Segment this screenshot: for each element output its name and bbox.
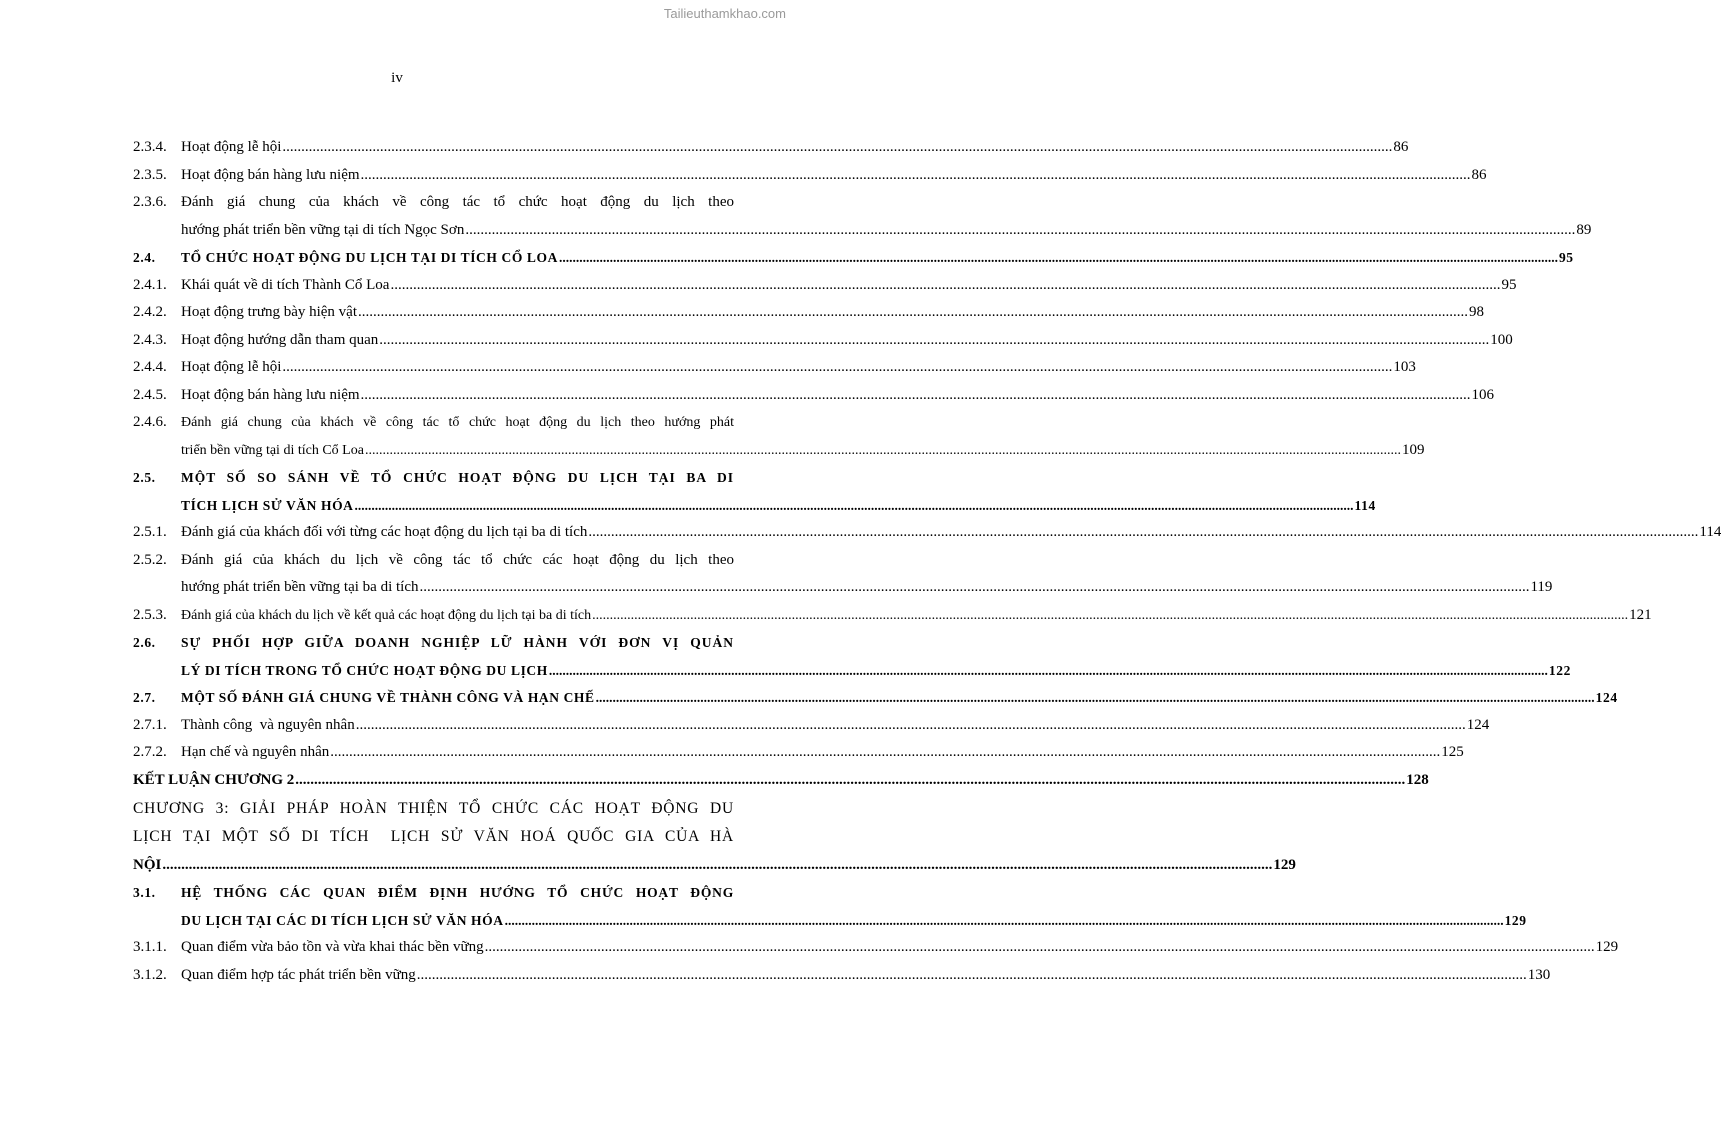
entry-page: 122 <box>1548 662 1571 678</box>
dot-leader <box>361 382 1471 410</box>
entry-number: 2.6. <box>133 635 156 650</box>
dot-leader <box>282 354 1392 382</box>
toc-entry-2-4-2 <box>133 299 1485 327</box>
toc-entry-2-4-3 <box>133 327 1513 355</box>
toc-entry-2-3-5 <box>133 162 1487 190</box>
entry-title-line-2: hướng phát triển bền vững tại di tích Ngọc Sơn <box>181 221 465 238</box>
dot-leader <box>295 767 1405 795</box>
entry-page: 103 <box>1393 359 1416 375</box>
dot-leader <box>355 492 1354 520</box>
entry-page: 95 <box>1501 276 1517 293</box>
toc-entry-2-3-4 <box>133 134 1409 162</box>
entry-number: 2.5.2. <box>133 551 167 568</box>
toc-entry-2-4-4 <box>133 354 1416 382</box>
page-number: iv <box>391 70 403 86</box>
toc-entry-2-3-6 <box>133 189 1592 244</box>
dot-leader <box>485 934 1595 962</box>
entry-number: 2.4.1. <box>133 276 167 293</box>
entry-page: 121 <box>1629 606 1652 623</box>
entry-number: 2.4. <box>133 250 156 265</box>
entry-number: 2.4.5. <box>133 386 167 403</box>
entry-page: 109 <box>1401 441 1425 458</box>
entry-number: 2.4.4. <box>133 359 167 375</box>
toc-entry-chapter-3 <box>133 795 1296 879</box>
dot-leader <box>592 602 1628 630</box>
entry-title: Quan điểm vừa bảo tồn và vừa khai thác bền vững <box>181 939 484 955</box>
entry-number: 2.7.1. <box>133 716 167 733</box>
entry-title-line-2: triển bền vững tại di tích Cổ Loa <box>181 442 364 458</box>
entry-page: 129 <box>1595 939 1619 955</box>
entry-number: 2.4.6. <box>133 414 167 430</box>
entry-title: Hoạt động hướng dẫn tham quan <box>181 331 379 348</box>
toc-entry-conclusion-chapter-2 <box>133 767 1429 795</box>
toc-entry-2-5-2 <box>133 547 1553 602</box>
entry-title-line-2: DU LỊCH TẠI CÁC DI TÍCH LỊCH SỬ VĂN HÓA <box>181 912 504 928</box>
entry-title: Khái quát về di tích Thành Cổ Loa <box>181 276 390 293</box>
dot-leader <box>549 657 1548 685</box>
entry-page: 106 <box>1471 386 1495 403</box>
entry-page: 95 <box>1558 250 1574 265</box>
toc-entry-2-4-1 <box>133 272 1517 300</box>
entry-title: Thành công và nguyên nhân <box>181 716 355 733</box>
entry-number: 2.4.2. <box>133 304 167 320</box>
entry-title-line-1: HỆ THỐNG CÁC QUAN ĐIỂM ĐỊNH HƯỚNG TỔ CHỨC HOẠT ĐỘNG <box>181 885 734 900</box>
entry-page: 129 <box>1273 857 1296 873</box>
toc-entry-2-5-3 <box>133 602 1652 630</box>
entry-number: 2.3.6. <box>133 194 167 210</box>
dot-leader <box>559 244 1558 272</box>
toc-entry-2-4-6 <box>133 409 1425 464</box>
entry-title: Hoạt động lễ hội <box>181 359 282 375</box>
entry-title-line-1: SỰ PHỐI HỢP GIỮA DOANH NGHIỆP LỮ HÀNH VỚI ĐƠN VỊ QUẢN <box>181 635 734 650</box>
entry-title: KẾT LUẬN CHƯƠNG 2 <box>133 771 295 788</box>
entry-page: 130 <box>1527 966 1551 983</box>
entry-title-line-2: LỊCH TẠI MỘT SỐ DI TÍCH LỊCH SỬ VĂN HOÁ QUỐC GIA CỦA HÀ <box>133 828 734 845</box>
entry-number: 2.5. <box>133 470 156 485</box>
entry-page: 114 <box>1699 524 1721 540</box>
entry-number: 2.7.2. <box>133 744 167 760</box>
toc-entry-2-4 <box>133 244 1574 272</box>
dot-leader <box>282 134 1392 162</box>
dot-leader <box>162 851 1272 879</box>
dot-leader <box>356 712 1466 740</box>
entry-page: 124 <box>1466 716 1490 733</box>
dot-leader <box>419 574 1529 602</box>
entry-number: 3.1.2. <box>133 966 167 983</box>
dot-leader <box>361 162 1471 190</box>
dot-leader <box>465 217 1575 245</box>
entry-title: Hoạt động trưng bày hiện vật <box>181 304 358 320</box>
entry-page: 114 <box>1354 497 1376 513</box>
dot-leader <box>379 327 1489 355</box>
entry-title: TỔ CHỨC HOẠT ĐỘNG DU LỊCH TẠI DI TÍCH CỔ LOA <box>181 250 558 265</box>
entry-title-line-1: Đánh giá chung của khách về công tác tổ chức hoạt động du lịch theo <box>181 194 734 210</box>
entry-title-line-2: TÍCH LỊCH SỬ VĂN HÓA <box>181 497 354 513</box>
toc-entry-2-7-1 <box>133 712 1490 740</box>
entry-number: 2.3.5. <box>133 166 167 183</box>
dot-leader <box>505 907 1504 935</box>
entry-page: 86 <box>1393 139 1409 155</box>
entry-page: 128 <box>1406 771 1429 788</box>
toc-entry-2-7-2 <box>133 739 1464 767</box>
dot-leader <box>390 272 1500 300</box>
entry-title: Quan điểm hợp tác phát triển bền vững <box>181 966 416 983</box>
dot-leader <box>417 962 1527 990</box>
toc-entry-2-5 <box>133 464 1376 519</box>
toc-entry-3-1-1 <box>133 934 1619 962</box>
entry-title-line-1: CHƯƠNG 3: GIẢI PHÁP HOÀN THIỆN TỔ CHỨC CÁC HOẠT ĐỘNG DU <box>133 800 734 817</box>
entry-page: 89 <box>1576 221 1592 238</box>
entry-title-line-2: LÝ DI TÍCH TRONG TỔ CHỨC HOẠT ĐỘNG DU LỊCH <box>181 662 548 678</box>
entry-title: Đánh giá của khách du lịch về kết quả các hoạt động du lịch tại ba di tích <box>181 607 592 623</box>
entry-title: Hoạt động bán hàng lưu niệm <box>181 166 360 183</box>
entry-page: 119 <box>1530 579 1553 595</box>
entry-title-line-3: NỘI <box>133 857 162 873</box>
watermark: Tailieuthamkhao.com <box>663 6 786 21</box>
dot-leader <box>588 519 1698 547</box>
dot-leader <box>330 739 1440 767</box>
entry-page: 98 <box>1469 304 1485 320</box>
entry-title: Hoạt động bán hàng lưu niệm <box>181 386 360 403</box>
entry-title: Hạn chế và nguyên nhân <box>181 744 330 760</box>
entry-title: Đánh giá của khách đối với từng các hoạt động du lịch tại ba di tích <box>181 524 588 540</box>
table-of-contents <box>133 134 1721 989</box>
toc-entry-3-1-2 <box>133 962 1551 990</box>
entry-title-line-2: hướng phát triển bền vững tại ba di tích <box>181 579 419 595</box>
toc-entry-3-1 <box>133 879 1527 934</box>
entry-page: 124 <box>1595 690 1618 705</box>
dot-leader <box>596 684 1595 712</box>
toc-entry-2-7 <box>133 684 1618 712</box>
entry-page: 100 <box>1490 331 1513 348</box>
dot-leader <box>358 299 1468 327</box>
entry-page: 129 <box>1504 912 1527 928</box>
entry-title: MỘT SỐ ĐÁNH GIÁ CHUNG VỀ THÀNH CÔNG VÀ HẠN CHẾ <box>181 690 595 705</box>
toc-entry-2-4-5 <box>133 382 1495 410</box>
dot-leader <box>365 437 1401 465</box>
entry-page: 125 <box>1441 744 1464 760</box>
entry-title-line-1: MỘT SỐ SO SÁNH VỀ TỔ CHỨC HOẠT ĐỘNG DU LỊCH TẠI BA DI <box>181 470 734 485</box>
entry-number: 3.1. <box>133 885 156 900</box>
entry-title: Hoạt động lễ hội <box>181 139 282 155</box>
toc-entry-2-6 <box>133 629 1571 684</box>
entry-page: 86 <box>1471 166 1487 183</box>
entry-title-line-1: Đánh giá của khách du lịch về công tác tổ chức các hoạt động du lịch theo <box>181 551 734 568</box>
entry-number: 3.1.1. <box>133 939 167 955</box>
entry-title-line-1: Đánh giá chung của khách về công tác tổ chức hoạt động du lịch theo hướng phát <box>181 415 734 430</box>
entry-number: 2.5.3. <box>133 606 167 623</box>
entry-number: 2.5.1. <box>133 524 167 540</box>
toc-entry-2-5-1 <box>133 519 1721 547</box>
entry-number: 2.3.4. <box>133 139 167 155</box>
entry-number: 2.4.3. <box>133 331 167 348</box>
entry-number: 2.7. <box>133 690 156 705</box>
